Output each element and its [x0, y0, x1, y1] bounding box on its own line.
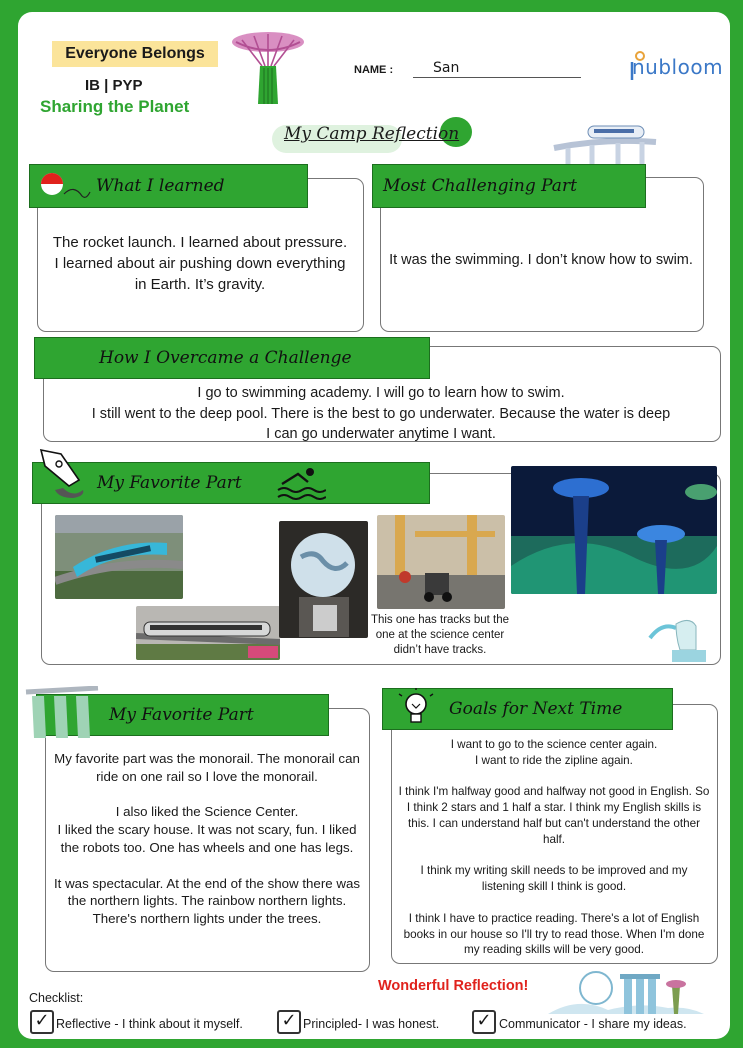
most-challenging-label: Most Challenging Part [372, 164, 646, 208]
what-i-learned-label: What I learned [29, 164, 308, 208]
monorail-photo [55, 515, 183, 599]
science-center-globe-photo [279, 521, 368, 638]
singapore-flag-icon [36, 170, 92, 204]
rocket-icon [33, 444, 85, 498]
marina-bay-sands-icon [24, 686, 100, 740]
favorite-photos-label: My Favorite Part [32, 462, 430, 504]
checklist-checkbox-principled[interactable]: ✓ [277, 1010, 301, 1034]
checklist-item-principled: Principled- I was honest. [303, 1017, 440, 1031]
program-label: IB | PYP [85, 77, 143, 94]
checklist-checkbox-communicator[interactable]: ✓ [472, 1010, 496, 1034]
teacher-feedback: Wonderful Reflection! [378, 978, 529, 994]
what-i-learned-text: The rocket launch. I learned about pressure. I learned about air pushing down everything in Earth. It’s gravity. [52, 234, 348, 293]
overcame-challenge-label: How I Overcame a Challenge [34, 337, 430, 379]
merlion-icon [646, 610, 710, 666]
robot-photo [377, 515, 505, 609]
name-label: NAME : [354, 64, 394, 76]
unit-title: Sharing the Planet [40, 97, 190, 116]
robot-photo-caption: This one has tracks but the one at the science center didn’t have tracks. [370, 614, 510, 656]
overcame-challenge-text: I go to swimming academy. I will go to learn how to swim. I still went to the deep pool. There is the best to go underwater. Because the water is deep I can go underwater anytime I want. [91, 385, 671, 442]
name-field[interactable]: San [413, 60, 581, 78]
lightbulb-icon [398, 688, 434, 728]
most-challenging-text: It was the swimming. I don’t know how to swim. [389, 252, 693, 268]
goals-text: I want to go to the science center again. I want to ride the zipline again. I think I'm halfway good and halfway not good in English. So I think 2 stars and 1 half a star. I think my English skills is this. I can understand half but can't understand the other half. I think my writing skill needs to be improved and my listening skill I think is good. I think I have to practice reading. There's a lot of English books in our house so I'll try to read those. When I'm done my reading skills will be very good. [398, 738, 710, 957]
goals-label: Goals for Next Time [382, 688, 673, 730]
checklist-checkbox-reflective[interactable]: ✓ [30, 1010, 54, 1034]
supertree-icon [228, 28, 308, 106]
checklist-item-reflective: Reflective - I think about it myself. [56, 1017, 243, 1031]
checklist-item-communicator: Communicator - I share my ideas. [499, 1017, 687, 1031]
singapore-skyline-icon [548, 966, 704, 1016]
monorail-bridge-photo [136, 606, 280, 660]
nubloom-logo: nubloom [632, 55, 724, 79]
checklist-title: Checklist: [29, 991, 84, 1005]
everyone-belongs-badge: Everyone Belongs [52, 41, 218, 67]
supertree-light-show-photo [511, 466, 717, 594]
swimmer-icon [276, 464, 326, 500]
favorite-text-body: My favorite part was the monorail. The monorail can ride on one rail so I love the monorail. I also liked the Science Center. I liked the scary house. It was not scary, fun. I liked the robots too. One has wheels and one has legs. It was spectacular. At the end of the show there was the northern lights. The rainbow northern lights. There's northern lights under the trees. [53, 751, 360, 927]
favorite-text-label: My Favorite Part [36, 694, 329, 736]
page-title: My Camp Reflection [284, 124, 460, 144]
